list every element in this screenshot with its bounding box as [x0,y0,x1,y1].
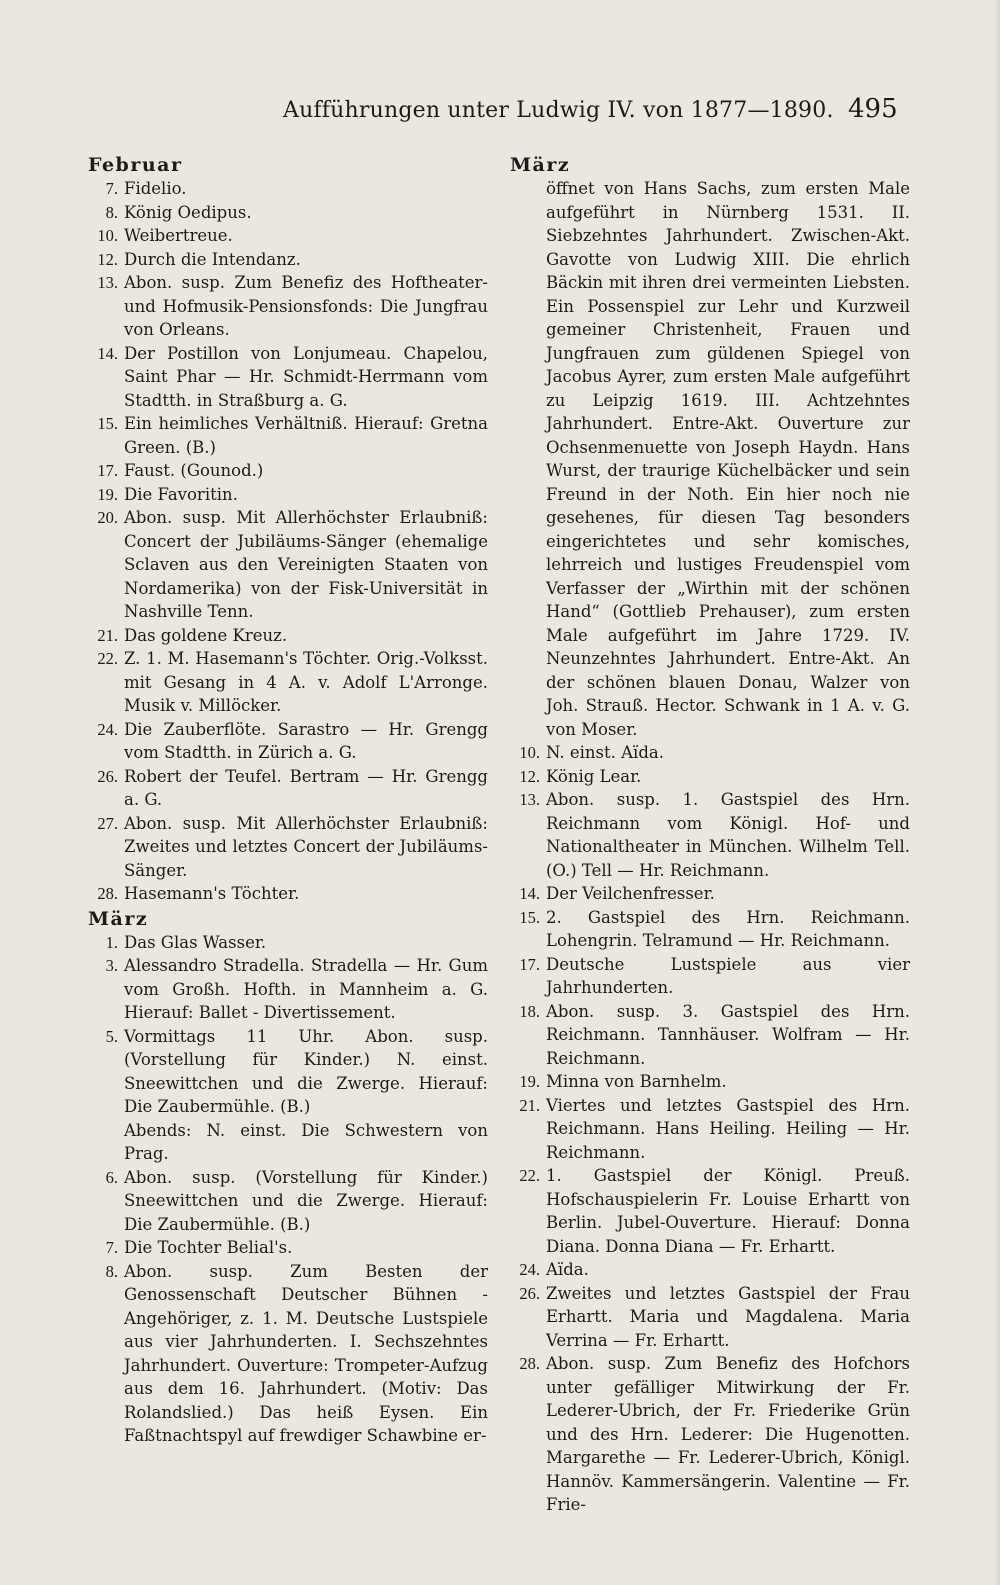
performance-entry [88,459,488,483]
entry-text: Die Zauberflöte. Sarastro — Hr. Grengg vom Stadtth. in Zürich a. G. [124,719,488,762]
entry-day: 12. [519,766,540,786]
entry-text: Abends: N. einst. Die Schwestern von Prag. [124,1120,488,1163]
entry-text: Alessandro Stradella. Stradella — Hr. Gum vom Großh. Hofth. in Mannheim a. G. Hierauf: Ballet - Divertissement. [124,956,488,1022]
entry-day: 8. [105,202,118,222]
performance-entry [88,177,488,201]
performance-entry [88,201,488,225]
entry-text: Das Glas Wasser. [124,932,267,952]
month-heading-march: März [88,907,149,930]
entry-day: 15. [519,907,540,927]
entry-text: Die Favoritin. [124,484,238,504]
entry-day: 14. [519,884,540,903]
entry-text: N. einst. Aïda. [546,743,664,762]
performance-entry [88,882,488,906]
entry-text: Ein heimliches Verhältniß. Hierauf: Gretna Green. (B.) [124,414,488,457]
performance-entry [510,1258,910,1282]
entry-text: Abon. susp. 1. Gastspiel des Hrn. Reichmann vom Königl. Hof- und Nationaltheater in München. Wilhelm Tell. (O.) Tell — Hr. Reichmann. [546,790,910,880]
running-title: Aufführungen unter Ludwig IV. von 1877—1890. [283,98,834,123]
entry-day: 26. [519,1283,540,1303]
entry-day: 21. [97,625,118,645]
entry-text: König Lear. [546,766,642,786]
performance-entry [88,1236,488,1260]
entry-text: Abon. susp. Zum Benefiz des Hoftheater- und Hofmusik-Pensionsfonds: Die Jungfrau von Orleans. [124,273,488,339]
entry-text: Abon. susp. Zum Benefiz des Hofchors unter gefälliger Mitwirkung der Fr. Lederer-Ubrich, der Fr. Friederike Grün und des Hrn. Lederer: Die Hugenotten. Margarethe — Fr. Lederer-Ubrich, Königl. Hannöv. Kammersängerin. Valentine — Fr. Frie- [546,1354,910,1514]
entry-text: Abon. susp. Mit Allerhöchster Erlaubniß: Zweites und letztes Concert der Jubiläums-Sänger. [124,813,488,880]
performance-entry [88,1166,488,1237]
entry-day: 12. [97,249,118,269]
entry-day: 24. [97,719,118,739]
performance-entry [88,483,488,507]
entry-day: 6. [105,1167,118,1187]
march-entries-left [88,931,488,1448]
entry-text: Abon. susp. Zum Besten der Genossenschaft Deutscher Bühnen - Angehöriger, z. 1. M. Deutsche Lustspiele aus vier Jahrhunderten. I. Sechszehntes Jahrhundert. Ouverture: Trompeter-Aufzug aus dem 16. Jahrhundert. (Motiv: Das Rolandslied.) Das heiß Eysen. Ein Faßtnachtspyl auf frewdiger Schawbine er- [124,1261,488,1445]
entry-day: 27. [97,813,118,833]
performance-entry [88,647,488,718]
entry-text: Hasemann's Töchter. [124,884,300,903]
entry-text: Abon. susp. (Vorstellung für Kinder.) Sneewittchen und die Zwerge. Hierauf: Die Zaubermühle. (B.) [124,1167,488,1234]
entry-day: 21. [519,1095,540,1115]
entry-text: Fidelio. [124,179,187,198]
entry-day: 8. [105,1261,118,1281]
performance-entry [88,812,488,883]
entry-day: 22. [519,1166,540,1185]
entry-text: Das goldene Kreuz. [124,625,288,645]
entry-day: 1. [105,932,118,952]
performance-entry [88,412,488,459]
entry-text: Der Postillon von Lonjumeau. Chapelou, Saint Phar — Hr. Schmidt-Herrmann vom Stadtth. in Straßburg a. G. [124,343,488,410]
entry-text: Durch die Intendanz. [124,249,301,269]
entry-text: Die Tochter Belial's. [124,1238,293,1257]
entry-text: Der Veilchenfresser. [546,884,715,903]
entry-day: 15. [97,414,118,433]
performance-entry [88,765,488,812]
entry-day: 10. [519,743,540,762]
performance-entry [88,1119,488,1166]
performance-entry [88,248,488,272]
performance-entry [88,718,488,765]
performance-entry [510,741,910,765]
entry-text: 1. Gastspiel der Königl. Preuß. Hofschauspielerin Fr. Louise Erhartt von Berlin. Jubel-Ouverture. Hierauf: Donna Diana. Donna Diana — Fr. Erhartt. [546,1166,910,1256]
entry-text: König Oedipus. [124,202,252,222]
entry-day: 17. [519,954,540,974]
performance-entry [510,1000,910,1071]
march-entries-right [510,741,910,1517]
entry-text: Weibertreue. [124,226,233,245]
entry-day: 22. [97,649,118,668]
entry-text: Aïda. [546,1260,589,1279]
entry-day: 5. [105,1026,118,1046]
entry-text: Zweites und letztes Gastspiel der Frau Erhartt. Maria und Magdalena. Maria Verrina — Fr. Erhartt. [546,1283,910,1350]
performance-entry [88,931,488,955]
page-number: 495 [848,94,898,124]
entry-text: Abon. susp. Mit Allerhöchster Erlaubniß: Concert der Jubiläums-Sänger (ehemalige Sclaven aus den Vereinigten Staaten von Nordamerika) von der Fisk-Universität in Nashville Tenn. [124,508,488,621]
entry-text: Z. 1. M. Hasemann's Töchter. Orig.-Volksst. mit Gesang in 4 A. v. Adolf L'Arronge. Musik v. Millöcker. [124,649,488,715]
entry-day: 7. [105,1238,118,1257]
page-edge [994,0,1000,1585]
month-heading-february: Februar [88,154,183,176]
entry-day: 19. [97,484,118,504]
performance-entry [510,882,910,906]
performance-entry [88,954,488,1025]
performance-entry [510,788,910,882]
performance-entry [510,953,910,1000]
performance-entry [88,506,488,624]
entry-day: 20. [97,508,118,527]
performance-entry [510,906,910,953]
performance-entry [88,1025,488,1119]
entry-day: 17. [97,461,118,480]
entry-day: 28. [97,884,118,903]
performance-entry [510,765,910,789]
entry-day: 19. [519,1072,540,1091]
entry-text: Robert der Teufel. Bertram — Hr. Grengg a. G. [124,766,488,809]
entry-day: 24. [519,1260,540,1279]
entry-text: Viertes und letztes Gastspiel des Hrn. Reichmann. Hans Heiling. Heiling — Hr. Reichmann. [546,1095,910,1162]
performance-entry [510,1070,910,1094]
performance-entry [510,1282,910,1353]
entry-text: Vormittags 11 Uhr. Abon. susp. (Vorstellung für Kinder.) N. einst. Sneewittchen und die Zwerge. Hierauf: Die Zaubermühle. (B.) [124,1026,488,1116]
february-entries [88,177,488,906]
entry-day: 14. [97,343,118,363]
performance-entry [88,1260,488,1448]
performance-entry [88,624,488,648]
performance-entry [510,1094,910,1165]
performance-entry [510,1352,910,1517]
entry-day: 10. [97,226,118,245]
entry-day: 28. [519,1354,540,1373]
entry-text: Faust. (Gounod.) [124,461,264,480]
entry-text: 2. Gastspiel des Hrn. Reichmann. Lohengrin. Telramund — Hr. Reichmann. [546,907,910,950]
month-heading-march-continued: März [510,154,571,176]
entry-text: Deutsche Lustspiele aus vier Jahrhunderten. [546,954,910,997]
entry-day: 3. [105,956,118,975]
performance-entry [88,342,488,413]
entry-day: 18. [519,1001,540,1021]
entry-day: 13. [97,273,118,292]
entry-day: 13. [519,790,540,809]
entry-day: 26. [97,766,118,786]
right-column [510,152,910,1517]
page-header [0,92,1000,132]
entry-text: Minna von Barnhelm. [546,1072,727,1091]
performance-entry [510,1164,910,1258]
performance-entry [88,271,488,342]
left-column [88,152,488,1448]
performance-entry [88,224,488,248]
entry-text: Abon. susp. 3. Gastspiel des Hrn. Reichmann. Tannhäuser. Wolfram — Hr. Reichmann. [546,1001,910,1068]
march-8-continuation: öffnet von Hans Sachs, zum ersten Male aufgeführt in Nürnberg 1531. II. Siebzehntes Jahrhundert. Zwischen-Akt. Gavotte von Ludwig XIII. Die ehrlich Bäckin mit ihren drei vermeinten Liebsten. Ein Possenspiel zur Lehr und Kurzweil gemeiner Christenheit, Frauen und Jungfrauen zum güldenen Spiegel von Jacobus Ayrer, zum ersten Male aufgeführt zu Leipzig 1619. III. Achtzehntes Jahrhundert. Entre-Akt. Ouverture zur Ochsenmenuette von Joseph Haydn. Hans Wurst, der traurige Küchelbäcker und sein Freund in der Noth. Ein hier noch nie gesehenes, für diesen Tag besonders eingerichtetes und sehr komisches, lehrreich und lustiges Freudenspiel vom Verfasser der „Wirthin mit der schönen Hand“ (Gottlieb Prehauser), zum ersten Male aufgeführt im Jahre 1729. IV. Neunzehntes Jahrhundert. Entre-Akt. An der schönen blauen Donau, Walzer von Joh. Strauß. Hector. Schwank in 1 A. v. G. von Moser. [546,179,910,739]
entry-day: 7. [105,179,118,198]
